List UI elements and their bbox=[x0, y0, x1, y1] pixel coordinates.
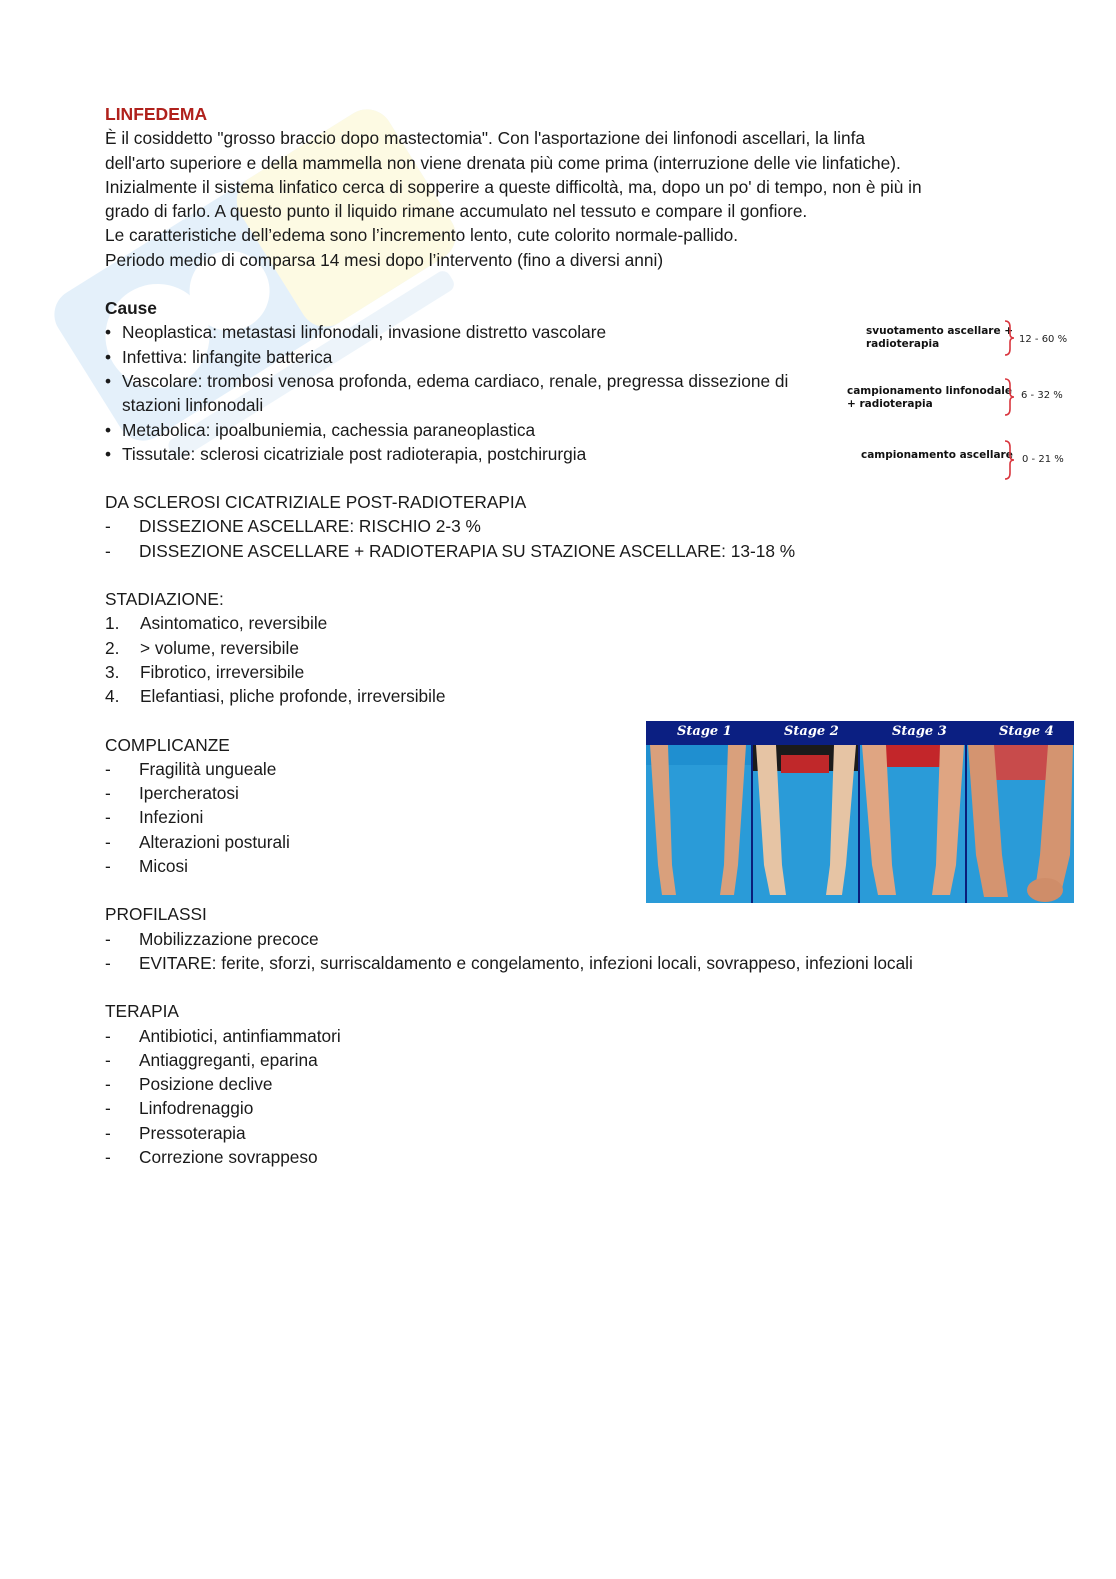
brace-icon bbox=[1002, 440, 1016, 480]
intro-line: dell'arto superiore e della mammella non viene drenata più come prima (interruzione delle vie linfatiche). bbox=[105, 152, 901, 173]
list-item: 2. > volume, reversibile bbox=[105, 637, 299, 658]
list-item: - Fragilità ungueale bbox=[105, 758, 277, 779]
list-item: 4. Elefantiasi, pliche profonde, irreversibile bbox=[105, 686, 446, 707]
lymphedema-stages-photo bbox=[646, 721, 1074, 903]
intro-paragraph bbox=[105, 126, 1005, 272]
list-item: - Linfodrenaggio bbox=[105, 1098, 254, 1119]
sclerosi-heading: DA SCLEROSI CICATRIZIALE POST-RADIOTERAPIA bbox=[105, 492, 527, 513]
list-item: - Antiaggreganti, eparina bbox=[105, 1049, 318, 1070]
list-item: - DISSEZIONE ASCELLARE: RISCHIO 2-3 % bbox=[105, 516, 481, 537]
list-item: - Correzione sovrappeso bbox=[105, 1146, 318, 1167]
complicanze-heading: COMPLICANZE bbox=[105, 734, 230, 755]
list-item: - EVITARE: ferite, sforzi, surriscaldamento e congelamento, infezioni locali, sovrappeso, infezioni locali bbox=[105, 952, 913, 973]
list-item: - Antibiotici, antinfiammatori bbox=[105, 1025, 341, 1046]
terapia-heading: TERAPIA bbox=[105, 1001, 179, 1022]
stage-label: Stage 1 bbox=[677, 724, 732, 739]
stages-photo-image bbox=[646, 745, 1074, 903]
list-item: 3. Fibrotico, irreversibile bbox=[105, 661, 305, 682]
list-item: - Ipercheratosi bbox=[105, 783, 239, 804]
brace-icon bbox=[1002, 320, 1016, 356]
stage-label: Stage 2 bbox=[784, 724, 839, 739]
list-item: - Mobilizzazione precoce bbox=[105, 928, 319, 949]
stage-label: Stage 3 bbox=[892, 724, 947, 739]
list-item: - Pressoterapia bbox=[105, 1122, 246, 1143]
intro-line: Le caratteristiche dell’edema sono l’incremento lento, cute colorito normale-pallido. bbox=[105, 225, 739, 246]
list-item: • Infettiva: linfangite batterica bbox=[105, 346, 333, 367]
list-item: • Tissutale: sclerosi cicatriziale post radioterapia, postchirurgia bbox=[105, 443, 587, 464]
list-item: • Vascolare: trombosi venosa profonda, edema cardiaco, renale, pregressa dissezione di stazioni linfonodali bbox=[105, 370, 789, 416]
list-item: - Micosi bbox=[105, 856, 188, 877]
list-item: - DISSEZIONE ASCELLARE + RADIOTERAPIA SU STAZIONE ASCELLARE: 13-18 % bbox=[105, 540, 796, 561]
risk-value: 12 - 60 % bbox=[1019, 334, 1068, 345]
stages-header bbox=[646, 721, 1074, 745]
risk-value: 6 - 32 % bbox=[1021, 390, 1063, 401]
intro-line: È il cosiddetto "grosso braccio dopo mastectomia". Con l'asportazione dei linfonodi ascellari, la linfa bbox=[105, 128, 866, 149]
brace-icon bbox=[1002, 378, 1016, 416]
stadiazione-heading: STADIAZIONE: bbox=[105, 589, 224, 610]
intro-line: Inizialmente il sistema linfatico cerca di sopperire a queste difficoltà, ma, dopo un po' di tempo, non è più in bbox=[105, 176, 922, 197]
document-body bbox=[105, 102, 1005, 1169]
intro-line: grado di farlo. A questo punto il liquido rimane accumulato nel tessuto e compare il gonfiore. bbox=[105, 201, 808, 222]
risk-label: campionamento linfonodale + radioterapia bbox=[847, 385, 1013, 410]
list-item: - Posizione declive bbox=[105, 1074, 273, 1095]
list-item: • Neoplastica: metastasi linfonodali, invasione distretto vascolare bbox=[105, 322, 607, 343]
cause-list bbox=[105, 320, 825, 466]
list-item: 1. Asintomatico, reversibile bbox=[105, 613, 328, 634]
page-title: LINFEDEMA bbox=[105, 104, 208, 124]
intro-line: Periodo medio di comparsa 14 mesi dopo l’intervento (fino a diversi anni) bbox=[105, 249, 664, 270]
list-item: • Metabolica: ipoalbuniemia, cachessia paraneoplastica bbox=[105, 419, 536, 440]
risk-figure bbox=[842, 318, 1082, 483]
list-item: - Alterazioni posturali bbox=[105, 831, 290, 852]
risk-label: svuotamento ascellare + radioterapia bbox=[866, 325, 1014, 350]
profilassi-heading: PROFILASSI bbox=[105, 904, 207, 925]
risk-label: campionamento ascellare bbox=[861, 449, 1013, 461]
list-item: - Infezioni bbox=[105, 807, 204, 828]
risk-value: 0 - 21 % bbox=[1022, 454, 1064, 465]
stage-label: Stage 4 bbox=[999, 724, 1054, 739]
cause-heading: Cause bbox=[105, 298, 157, 319]
